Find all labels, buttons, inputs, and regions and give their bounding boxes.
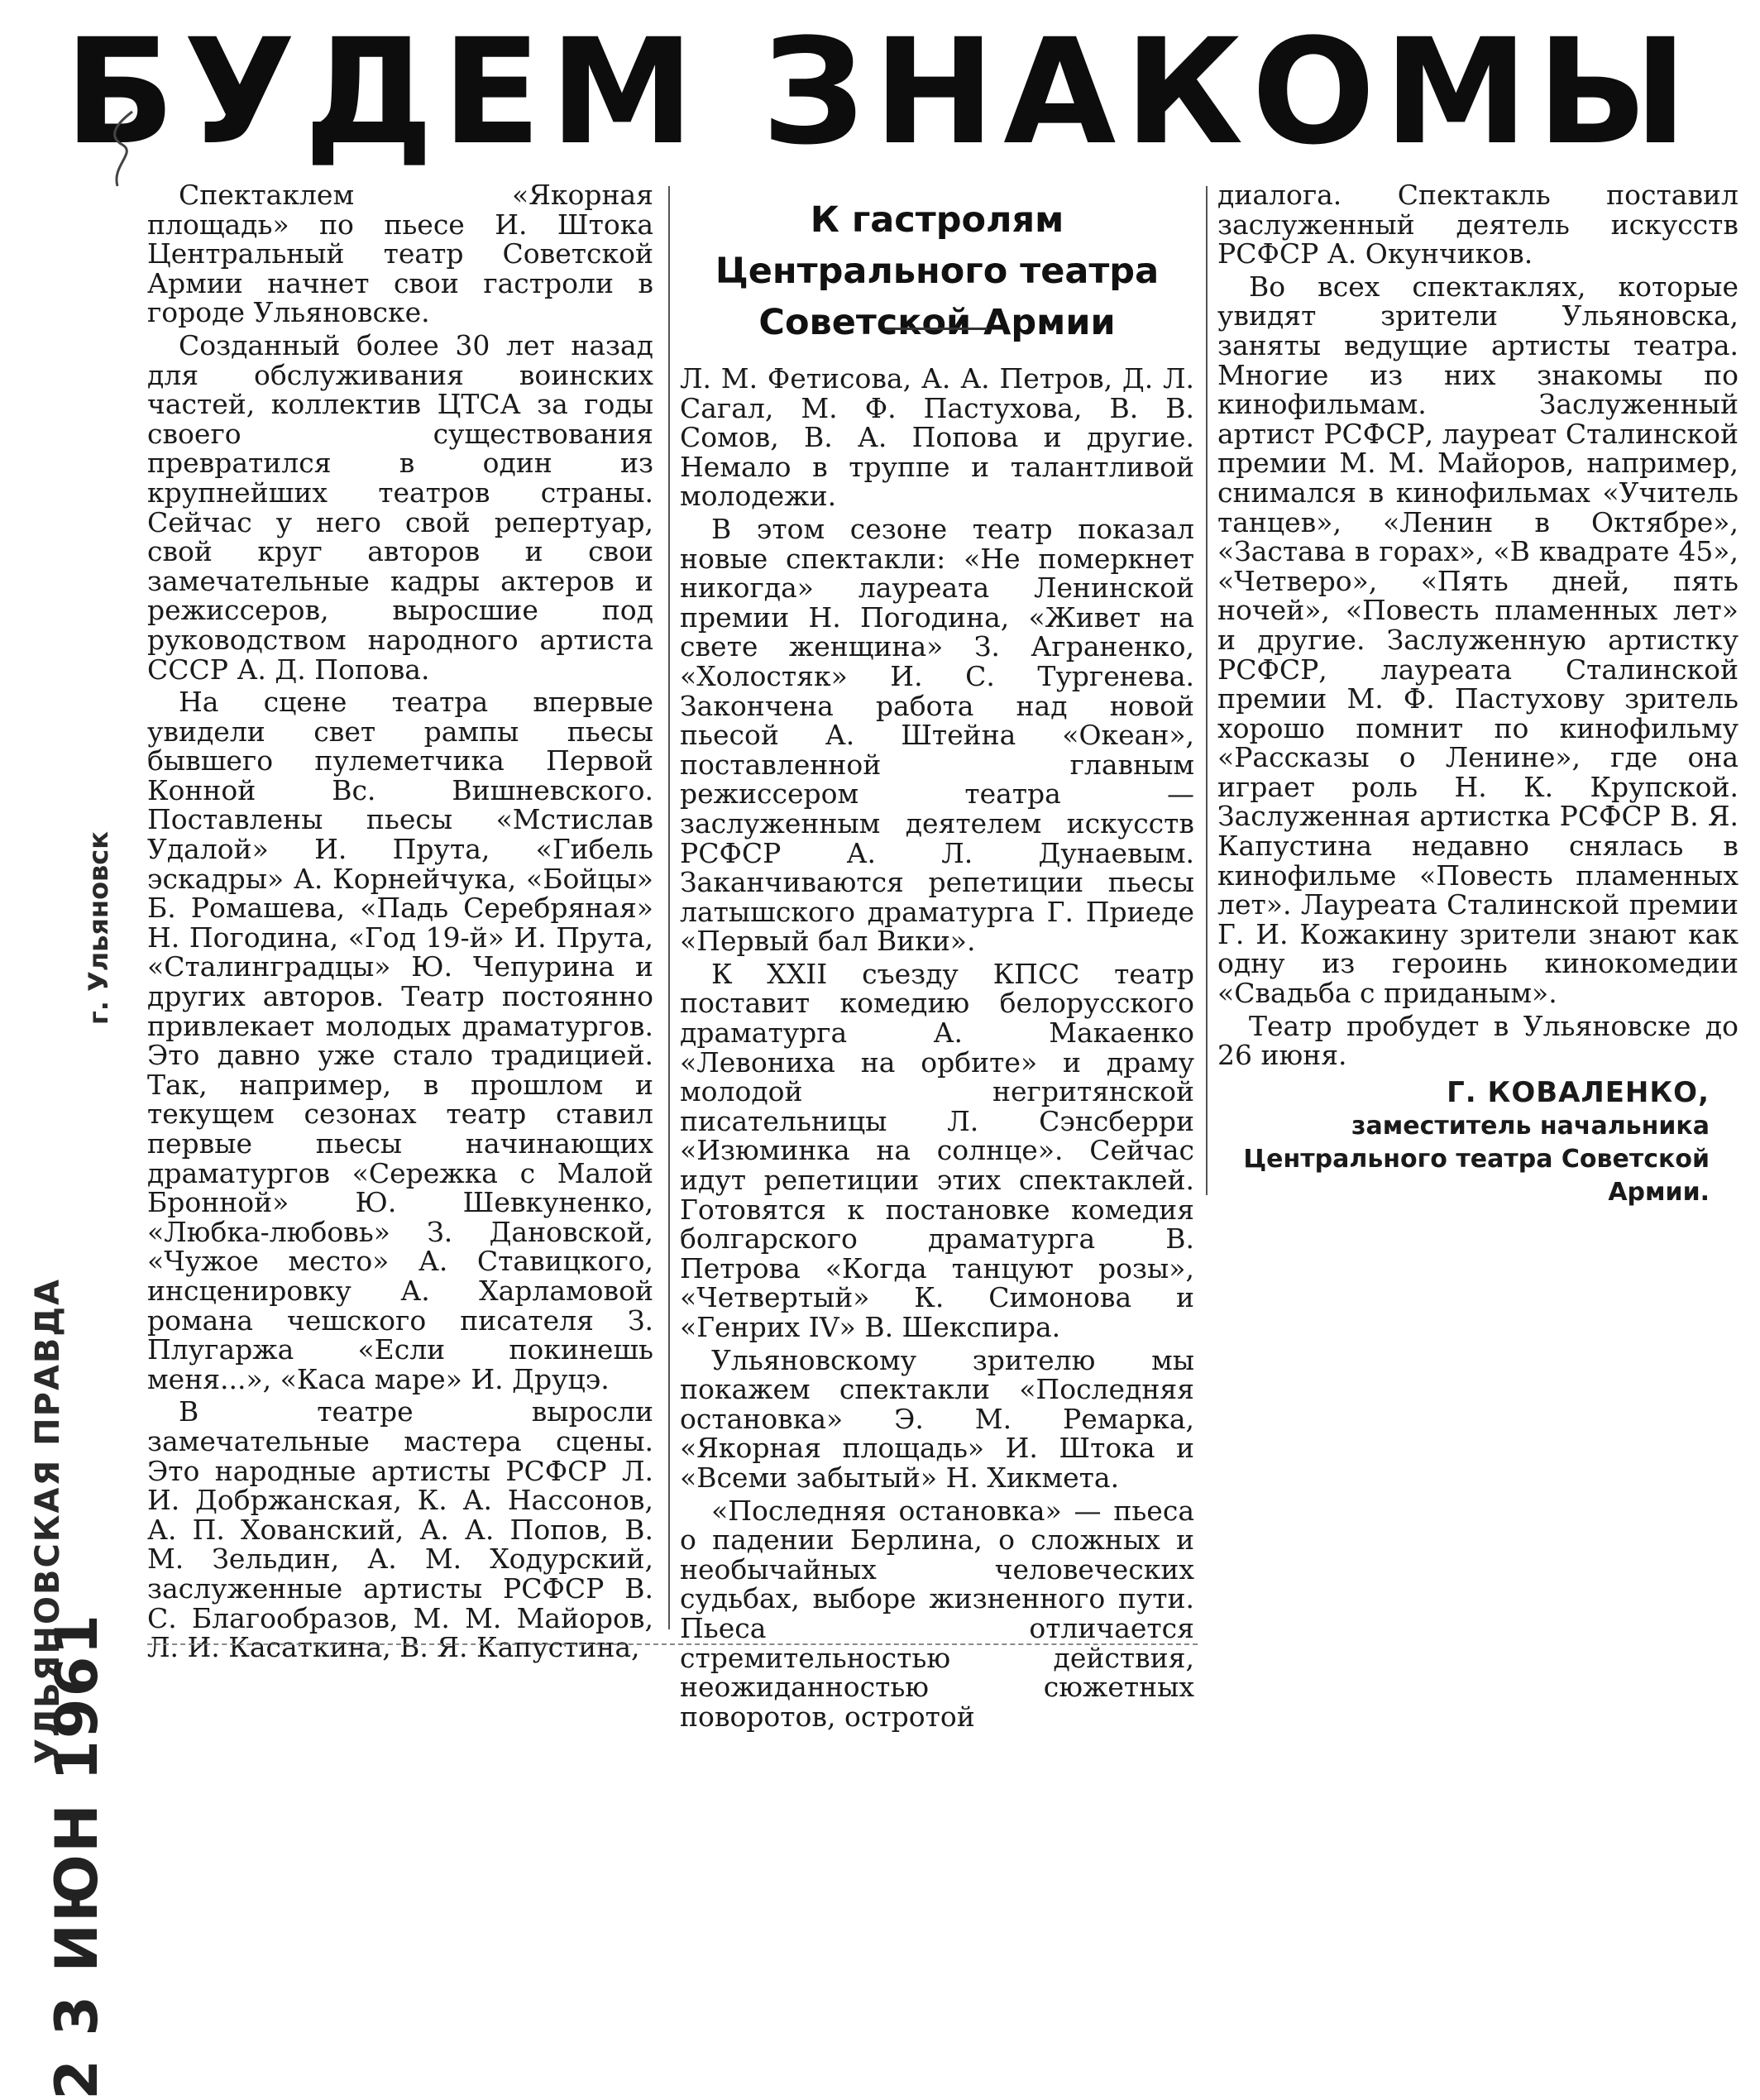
- article-column-2: [680, 364, 1194, 1734]
- paragraph: К XXII съезду КПСС театр поставит комедию белорусского драматурга А. Макаенко «Левониха на орбите» и драму молодой негритянской писательницы Л. Сэнсберри «Изюминка на солнце». Сейчас идут репетиции этих спектаклей. Готовятся к постановке комедия болгарского драматурга В. Петрова «Когда танцуют розы», «Четвертый» К. Симонова и «Генрих IV» В. Шекспира.: [680, 957, 1194, 1343]
- column-divider: [1206, 186, 1208, 1195]
- bottom-edge-rule: [147, 1643, 1198, 1645]
- paragraph: Во всех спектаклях, которые увидят зрители Ульяновска, заняты ведущие артисты театра. Многие из них знакомы по кинофильмам. Заслуженный артист РСФСР, лауреат Сталинской премии М. М. Майоров, например, снимался в кинофильмах «Учитель танцев», «Ленин в Октябре», «Застава в горах», «В квадрате 45», «Четверо», «Пять дней, пять ночей», «Повесть пламенных лет» и другие. Заслуженную артистку РСФСР, лауреата Сталинской премии М. Ф. Пастухову зритель хорошо помнит по кинофильму «Рассказы о Ленине», где она играет роль Н. К. Крупской. Заслуженная артистка РСФСР В. Я. Капустина недавно снялась в кинофильме «Повесть пламенных лет». Лауреата Сталинской премии Г. И. Кожакину зрители знают как одну из героинь кинокомедии «Свадьба с приданым».: [1217, 270, 1738, 1010]
- paragraph: Л. М. Фетисова, А. А. Петров, Д. Л. Сагал, М. Ф. Пастухова, В. В. Сомов, В. А. Попова и другие. Немало в труппе и талантливой молодежи.: [680, 362, 1194, 513]
- headline: БУДЕМ ЗНАКОМЫ: [64, 7, 1696, 177]
- pencil-mark-icon: [99, 108, 149, 199]
- paragraph: Созданный более 30 лет назад для обслуживания воинских частей, коллектив ЦТСА за годы своего существования превратился в один из крупнейших театров страны. Сейчас у него свой репертуар, свой круг авторов и свои замечательные кадры актеров и режиссеров, выросшие под руководством народного артиста СССР А. Д. Попова.: [147, 328, 653, 686]
- signature-block: [1217, 1075, 1710, 1209]
- subheadline-rule: [885, 328, 988, 330]
- subheadline: К гастролям Центрального театра Советской Армии: [715, 199, 1160, 343]
- article-column-3: [1217, 180, 1738, 1074]
- paragraph: Театр пробудет в Ульяновске до 26 июня.: [1217, 1009, 1738, 1072]
- author-name: Г. КОВАЛЕНКО,: [1447, 1076, 1710, 1109]
- column-divider: [668, 186, 670, 1629]
- stamp-city: г. Ульяновск: [83, 831, 114, 1025]
- paragraph: В этом сезоне театр показал новые спектакли: «Не померкнет никогда» лауреата Ленинской премии Н. Погодина, «Живет на свете женщина» З. Аграненко, «Холостяк» И. С. Тургенева. Закончена работа над новой пьесой А. Штейна «Океан», поставленной главным режиссером театра — заслуженным деятелем искусств РСФСР А. Л. Дунаевым. Заканчиваются репетиции пьесы латышского драматурга Г. Приеде «Первый бал Вики».: [680, 512, 1194, 958]
- paragraph: На сцене театра впервые увидели свет рампы пьесы бывшего пулеметчика Первой Конной Вс. Вишневского. Поставлены пьесы «Мстислав Удалой» И. Прута, «Гибель эскадры» А. Корнейчука, «Бойцы» Б. Ромашева, «Падь Серебряная» Н. Погодина, «Год 19-й» И. Прута, «Сталинградцы» Ю. Чепурина и других авторов. Театр постоянно привлекает молодых драматургов. Это давно уже стало традицией. Так, например, в прошлом и текущем сезонах театр ставил первые пьесы начинающих драматургов «Сережка с Малой Бронной» Ю. Шевкуненко, «Любка-любовь» З. Дановской, «Чужое место» А. Ставицкого, инсценировку А. Харламовой романа чешского писателя З. Плугаржа «Если покинешь меня...», «Каса маре» И. Друцэ.: [147, 686, 653, 1395]
- paragraph: Ульяновскому зрителю мы покажем спектакли «Последняя остановка» Э. М. Ремарка, «Якорная площадь» И. Штока и «Всеми забытый» Н. Хикмета.: [680, 1343, 1194, 1494]
- stamp-newspaper-name: УЛЬЯНОВСКАЯ ПРАВДА: [29, 1278, 67, 1764]
- paragraph: диалога. Спектакль поставил заслуженный деятель искусств РСФСР А. Окунчиков.: [1217, 179, 1738, 270]
- stamp-date: 2 3 ИЮН 1961: [43, 1613, 111, 2100]
- paragraph: В театре выросли замечательные мастера сцены. Это народные артисты РСФСР Л. И. Добржанская, К. А. Нассонов, А. П. Хованский, А. А. Попов, В. М. Зельдин, А. М. Ходурский, заслуженные артисты РСФСР В. С. Благообразов, М. М. Майоров, Л. И. Касаткина, В. Я. Капустина,: [147, 1395, 653, 1664]
- paragraph: «Последняя остановка» — пьеса о падении Берлина, о сложных и необычайных человеческих судьбах, выборе жизненного пути. Пьеса отличается стремительностью действия, неожиданностью сюжетных поворотов, остротой: [680, 1494, 1194, 1733]
- author-title: заместитель начальника Центрального театра Советской Армии.: [1243, 1112, 1710, 1207]
- paragraph: Спектаклем «Якорная площадь» по пьесе И. Штока Центральный театр Советской Армии начнет свои гастроли в городе Ульяновске.: [147, 179, 653, 329]
- article-column-1: [147, 180, 653, 1666]
